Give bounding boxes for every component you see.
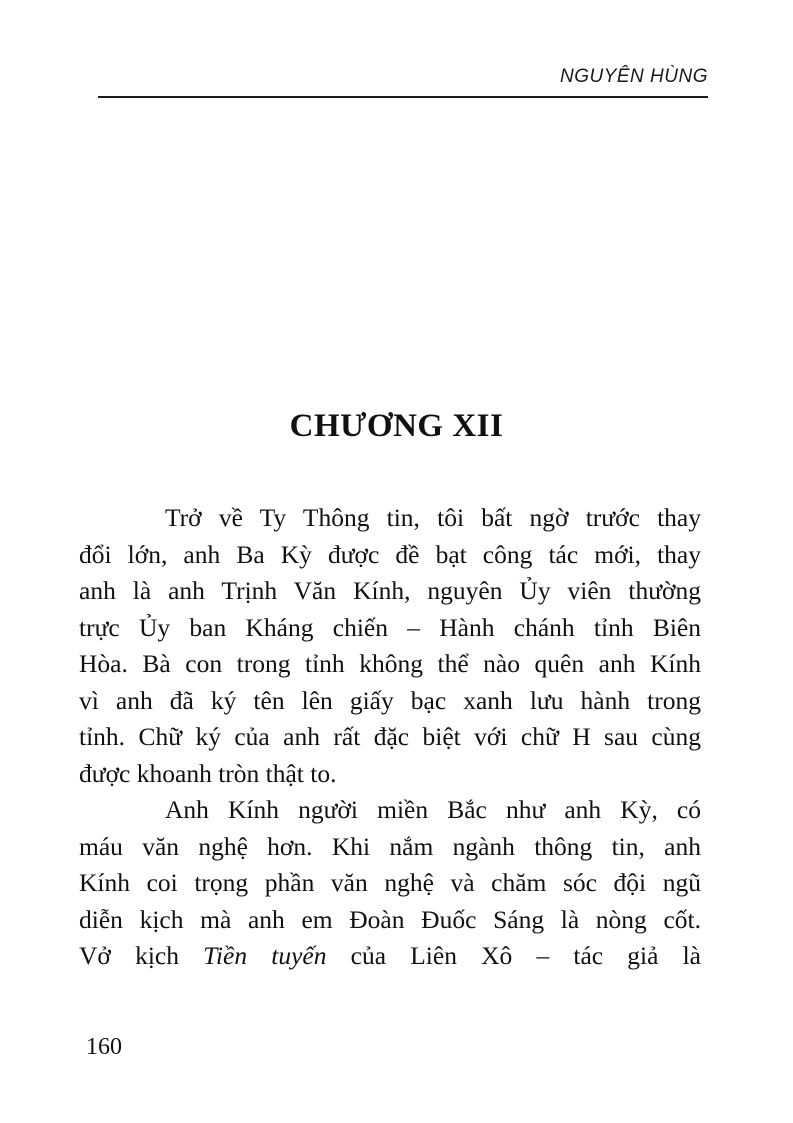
running-head: NGUYÊN HÙNG: [559, 66, 708, 87]
chapter-title: CHƯƠNG XII: [289, 408, 504, 444]
header-rule: [98, 96, 708, 98]
text-line: [79, 938, 701, 975]
paragraph-2: [79, 792, 701, 975]
text-line: Kính coi trọng phần văn nghệ và chăm sóc đội ngũ: [79, 868, 701, 897]
text-line: Trở về Ty Thông tin, tôi bất ngờ trước thay: [165, 503, 701, 532]
text-line: vì anh đã ký tên lên giấy bạc xanh lưu hành trong: [79, 685, 701, 715]
text-line: đổi lớn, anh Ba Kỳ được đề bạt công tác mới, thay: [79, 539, 701, 569]
text-line: máu văn nghệ hơn. Khi nắm ngành thông tin, anh: [79, 831, 701, 861]
text-line: Hòa. Bà con trong tỉnh không thể nào quên anh Kính: [79, 649, 701, 678]
text-fragment: của Liên Xô – tác giả là: [350, 941, 701, 970]
text-line: anh là anh Trịnh Văn Kính, nguyên Ủy viên thường: [79, 576, 701, 605]
text-fragment: Vở kịch: [79, 941, 179, 970]
text-line: được khoanh tròn thật to.: [79, 758, 337, 788]
text-line: trực Ủy ban Kháng chiến – Hành chánh tỉnh Biên: [79, 612, 701, 642]
paragraph-1: [79, 500, 701, 792]
page-number: 160: [86, 1034, 122, 1060]
text-line: diễn kịch mà anh em Đoàn Đuốc Sáng là nòng cốt.: [79, 904, 701, 934]
text-line: Anh Kính người miền Bắc như anh Kỳ, có: [165, 795, 701, 824]
play-title: Tiền tuyến: [203, 941, 327, 970]
body-text: [79, 500, 701, 975]
text-line: tỉnh. Chữ ký của anh rất đặc biệt với chữ H sau cùng: [79, 722, 701, 751]
